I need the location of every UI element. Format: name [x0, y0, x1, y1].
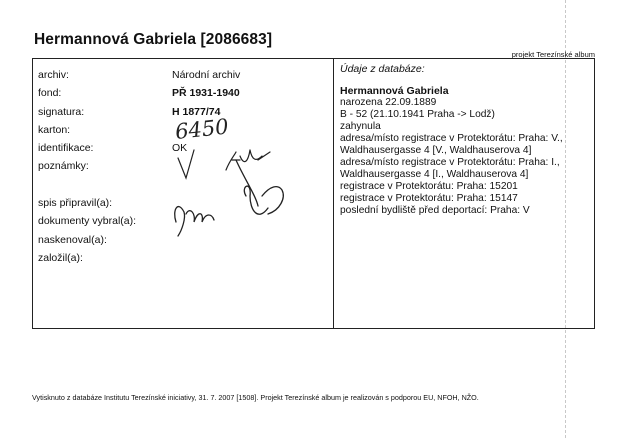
label-zalozil: založil(a): — [38, 251, 83, 264]
db-line: B - 52 (21.10.1941 Praha -> Lodž) — [340, 109, 495, 120]
label-poznamky: poznámky: — [38, 160, 89, 173]
value-fond: PŘ 1931-1940 — [172, 87, 240, 100]
label-identifikace: identifikace: — [38, 142, 94, 155]
label-fond: fond: — [38, 87, 62, 100]
person-name: Hermannová Gabriela — [340, 85, 449, 97]
db-line: zahynula — [340, 121, 381, 132]
label-dokumenty-vybral: dokumenty vybral(a): — [38, 215, 137, 228]
handwritten-poznamky — [178, 150, 270, 178]
value-archiv: Národní archiv — [172, 69, 241, 81]
db-line: poslední bydliště před deportací: Praha: V — [340, 205, 530, 216]
database-header: Údaje z databáze: — [340, 63, 425, 75]
db-line: adresa/místo registrace v Protektorátu: Praha: I., — [340, 157, 560, 168]
page-title: Hermannová Gabriela [2086683] — [34, 31, 273, 48]
db-line: registrace v Protektorátu: Praha: 15201 — [340, 181, 518, 192]
db-line: Waldhausergasse 4 [I., Waldhauserova 4] — [340, 169, 529, 180]
db-line: registrace v Protektorátu: Praha: 15147 — [340, 193, 518, 204]
label-signatura: signatura: — [38, 105, 85, 118]
label-archiv: archiv: — [38, 69, 69, 81]
label-karton: karton: — [38, 123, 71, 136]
value-identifikace: OK — [172, 142, 188, 155]
db-line: Waldhausergasse 4 [V., Waldhauserova 4] — [340, 145, 532, 156]
footer-note: Vytisknuto z databáze Institutu Terezínské iniciativy, 31. 7. 2007 [1508]. Projekt Terezínské album je realizován s podporou EU, NFOH, NŽO. — [32, 393, 479, 402]
database-panel — [340, 63, 590, 217]
label-spis-pripravil: spis připravil(a): — [38, 197, 113, 210]
db-line: adresa/místo registrace v Protektorátu: Praha: V., — [340, 133, 563, 144]
project-label: projekt Terezínské album — [511, 50, 595, 59]
handwritten-signature — [175, 160, 284, 236]
db-line: narozena 22.09.1889 — [340, 97, 437, 108]
label-naskenoval: naskenoval(a): — [38, 233, 107, 246]
handwritten-karton: 6450 — [174, 114, 230, 144]
value-signatura: H 1877/74 — [172, 105, 221, 118]
